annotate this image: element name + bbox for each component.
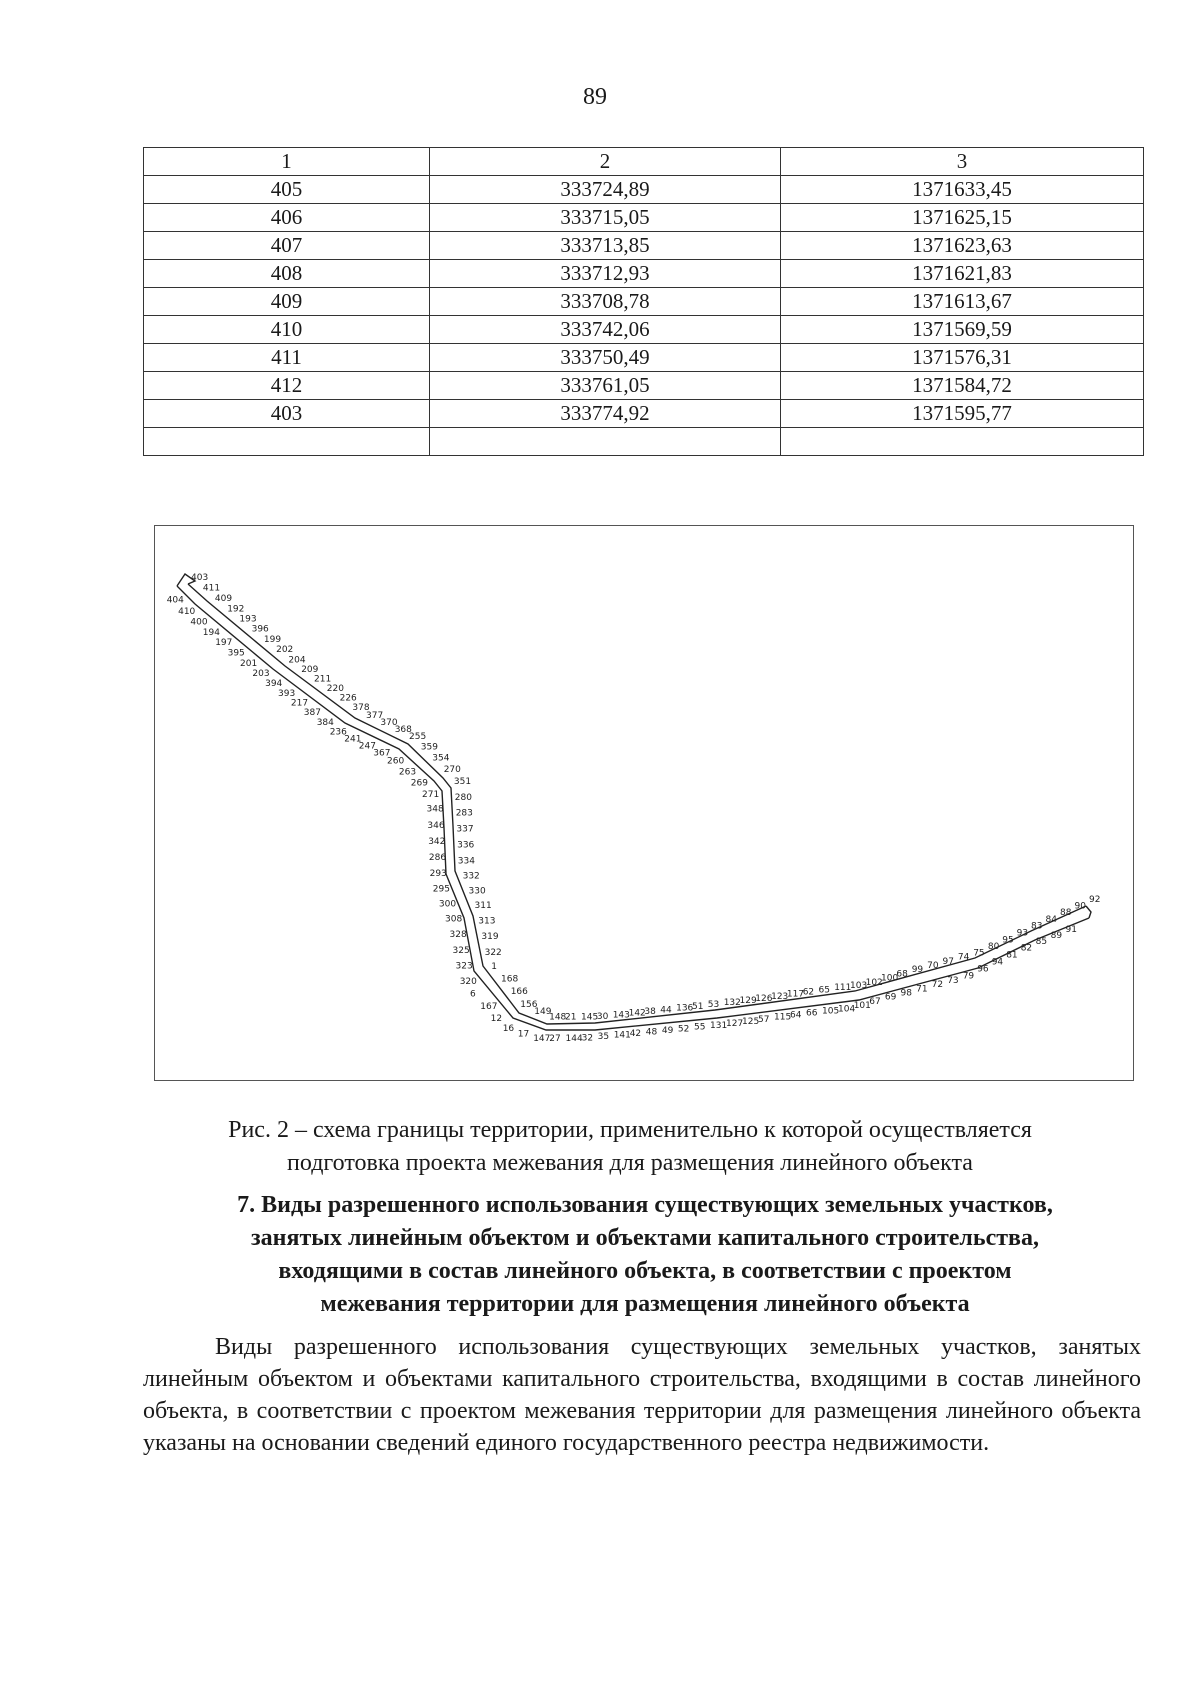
point-label: 236 — [329, 727, 347, 738]
caption-line-1: Рис. 2 – схема границы территории, применительно к которой осуществляется — [228, 1117, 1032, 1143]
table-row — [144, 344, 1144, 372]
point-label: 370 — [380, 718, 398, 728]
point-label: 193 — [239, 614, 257, 625]
table-cell: 3 — [781, 148, 1144, 176]
point-label: 62 — [802, 987, 815, 998]
point-label: 202 — [276, 645, 294, 656]
table-cell: 333761,05 — [430, 372, 781, 400]
point-label: 394 — [265, 679, 283, 690]
table-cell: 405 — [144, 176, 430, 204]
point-label: 117 — [786, 989, 805, 1000]
point-label: 325 — [452, 945, 470, 956]
point-label: 66 — [806, 1008, 818, 1019]
point-label: 75 — [973, 948, 985, 959]
point-label: 410 — [178, 607, 196, 618]
point-label: 51 — [692, 1001, 704, 1012]
point-label: 194 — [202, 627, 220, 638]
point-label: 103 — [850, 981, 868, 992]
point-label: 220 — [326, 683, 344, 694]
table-cell: 411 — [144, 344, 430, 372]
point-label: 17 — [517, 1029, 530, 1040]
table-cell: 333724,89 — [430, 176, 781, 204]
table-cell: 1371584,72 — [781, 372, 1144, 400]
point-label: 83 — [1031, 921, 1043, 932]
caption-line-2: подготовка проекта межевания для размещения линейного объекта — [287, 1150, 973, 1176]
point-label: 98 — [900, 988, 912, 999]
point-label: 201 — [240, 658, 258, 669]
point-label: 166 — [510, 987, 528, 998]
point-label: 64 — [790, 1010, 802, 1021]
table-cell: 403 — [144, 400, 430, 428]
point-label: 308 — [445, 914, 463, 925]
heading-line-2: занятых линейным объектом и объектами капитального строительства, — [251, 1225, 1039, 1251]
point-label: 105 — [822, 1006, 840, 1017]
point-label: 393 — [278, 688, 296, 699]
table-cell: 1371633,45 — [781, 176, 1144, 204]
point-label: 404 — [166, 595, 184, 606]
point-label: 396 — [251, 624, 269, 635]
point-label: 271 — [422, 790, 440, 800]
point-label: 96 — [977, 964, 989, 975]
table-row — [144, 428, 1144, 456]
point-label: 48 — [645, 1027, 658, 1038]
point-label: 21 — [565, 1012, 577, 1023]
point-label: 127 — [726, 1018, 744, 1029]
table-cell: 1371621,83 — [781, 260, 1144, 288]
point-label: 67 — [869, 996, 881, 1007]
point-label: 38 — [644, 1007, 656, 1017]
point-label: 293 — [429, 869, 447, 880]
table-header-row — [144, 148, 1144, 176]
table-cell: 333715,05 — [430, 204, 781, 232]
table-cell: 333774,92 — [430, 400, 781, 428]
point-label: 348 — [426, 804, 444, 815]
point-label: 332 — [462, 871, 480, 882]
point-label: 217 — [290, 698, 309, 709]
point-label: 280 — [454, 792, 472, 803]
point-label: 44 — [660, 1005, 672, 1016]
point-label: 368 — [394, 725, 412, 735]
point-label: 156 — [520, 999, 538, 1010]
point-label: 359 — [420, 742, 438, 753]
table-row — [144, 316, 1144, 344]
point-label: 395 — [227, 648, 245, 659]
point-label: 65 — [818, 985, 830, 996]
table-row — [144, 204, 1144, 232]
point-label: 84 — [1045, 914, 1057, 925]
page-number: 89 — [583, 84, 607, 110]
point-label: 311 — [474, 901, 492, 912]
point-label: 30 — [596, 1012, 609, 1022]
point-label: 88 — [1060, 908, 1072, 919]
point-label: 79 — [962, 971, 975, 982]
point-label: 74 — [957, 952, 970, 963]
point-label: 90 — [1074, 901, 1086, 912]
point-label: 330 — [468, 886, 486, 897]
point-label: 411 — [202, 583, 221, 594]
table-cell: 412 — [144, 372, 430, 400]
point-label: 409 — [214, 594, 233, 605]
table-cell: 333708,78 — [430, 288, 781, 316]
point-label: 300 — [438, 899, 457, 910]
point-label: 384 — [316, 717, 334, 728]
point-label: 102 — [865, 977, 883, 988]
point-label: 12 — [490, 1014, 503, 1025]
point-label: 72 — [931, 980, 944, 991]
boundary-scheme-figure — [154, 525, 1134, 1081]
point-label: 144 — [565, 1034, 583, 1044]
point-label: 42 — [629, 1029, 642, 1039]
point-label: 378 — [352, 702, 370, 713]
table-cell: 407 — [144, 232, 430, 260]
point-label: 283 — [455, 808, 473, 819]
heading-line-3: входящими в состав линейного объекта, в соответствии с проектом — [278, 1258, 1012, 1284]
point-label: 367 — [373, 748, 391, 759]
point-label: 126 — [755, 993, 773, 1004]
point-label: 92 — [1089, 895, 1101, 905]
table-cell: 333750,49 — [430, 344, 781, 372]
point-label: 168 — [501, 974, 519, 985]
point-label: 334 — [457, 856, 475, 867]
point-label: 322 — [484, 947, 502, 958]
point-label: 97 — [942, 956, 954, 967]
table-cell: 333713,85 — [430, 232, 781, 260]
table-cell: 1371613,67 — [781, 288, 1144, 316]
point-label: 73 — [947, 976, 959, 986]
point-label: 71 — [916, 984, 928, 995]
table-cell: 2 — [430, 148, 781, 176]
point-label: 192 — [227, 604, 245, 615]
point-label: 91 — [1065, 925, 1077, 935]
point-label: 387 — [303, 708, 321, 719]
point-label: 27 — [549, 1034, 561, 1044]
table-cell: 408 — [144, 260, 430, 288]
point-label: 269 — [410, 778, 428, 789]
point-label: 111 — [834, 983, 852, 994]
point-label: 319 — [481, 932, 499, 943]
point-label: 95 — [1002, 935, 1014, 946]
point-label: 53 — [707, 1000, 720, 1011]
table-cell: 1 — [144, 148, 430, 176]
section-heading — [140, 1189, 1150, 1321]
point-label: 82 — [1020, 943, 1033, 954]
point-label: 94 — [991, 957, 1004, 968]
table-row — [144, 288, 1144, 316]
point-label: 6 — [470, 989, 476, 1000]
table-row — [144, 372, 1144, 400]
table-row — [144, 400, 1144, 428]
point-label: 131 — [710, 1020, 728, 1031]
point-label: 377 — [366, 710, 384, 721]
section-paragraph: Виды разрешенного использования существующих земельных участков, занятых линейным объектом и объектами капитального строительства, входящими в состав линейного объекта, в соответствии с проектом межевания территории для размещения линейного объекта указаны на основании сведений единого государственного реестра недвижимости. — [143, 1334, 1141, 1456]
point-label: 104 — [838, 1004, 856, 1015]
point-label: 101 — [853, 1001, 871, 1012]
point-label: 270 — [443, 764, 461, 775]
table-cell: 1371569,59 — [781, 316, 1144, 344]
boundary-cap-end — [1086, 906, 1091, 918]
boundary-scheme-svg — [155, 526, 1133, 1080]
point-label: 241 — [344, 734, 362, 745]
point-label: 52 — [677, 1024, 690, 1035]
table-cell: 1371576,31 — [781, 344, 1144, 372]
point-label: 295 — [432, 884, 450, 895]
point-label: 69 — [884, 992, 897, 1003]
point-label: 35 — [597, 1032, 610, 1043]
point-label: 81 — [1006, 950, 1018, 961]
table-row — [144, 260, 1144, 288]
point-label: 149 — [534, 1006, 552, 1017]
point-label: 123 — [771, 991, 789, 1002]
point-label: 263 — [398, 767, 417, 778]
point-label: 328 — [449, 930, 467, 940]
point-label: 354 — [432, 753, 450, 764]
point-label: 313 — [478, 916, 496, 927]
point-label: 55 — [694, 1022, 706, 1033]
point-label: 209 — [301, 664, 319, 675]
table-cell: 406 — [144, 204, 430, 232]
point-label: 197 — [215, 638, 233, 649]
table-cell: 410 — [144, 316, 430, 344]
point-label: 286 — [428, 853, 447, 863]
point-label: 260 — [387, 756, 405, 767]
point-label: 49 — [661, 1025, 674, 1036]
point-label: 89 — [1050, 931, 1063, 942]
point-label: 80 — [987, 942, 1000, 953]
coordinates-table — [143, 147, 1144, 456]
point-label: 320 — [459, 977, 477, 987]
point-label: 226 — [339, 693, 357, 704]
point-label: 145 — [581, 1012, 599, 1023]
heading-line-4: межевания территории для размещения линейного объекта — [320, 1291, 970, 1317]
point-label: 203 — [252, 669, 270, 680]
point-label: 70 — [927, 961, 939, 971]
point-label: 199 — [263, 634, 282, 645]
table-cell — [144, 428, 430, 456]
point-label: 143 — [612, 1010, 630, 1021]
heading-line-1: 7. Виды разрешенного использования существующих земельных участков, — [237, 1192, 1053, 1218]
table-cell: 1371623,63 — [781, 232, 1144, 260]
point-label: 323 — [455, 961, 473, 972]
point-label: 125 — [742, 1016, 760, 1027]
point-label: 400 — [190, 617, 208, 628]
point-label: 351 — [453, 776, 472, 787]
point-label: 100 — [881, 973, 899, 984]
table-cell — [430, 428, 781, 456]
point-label: 147 — [533, 1034, 551, 1044]
table-row — [144, 176, 1144, 204]
table-cell — [781, 428, 1144, 456]
point-label: 93 — [1016, 928, 1029, 939]
point-label: 57 — [758, 1014, 770, 1025]
point-label: 68 — [896, 969, 908, 980]
point-label: 148 — [549, 1012, 567, 1023]
figure-caption — [130, 1114, 1130, 1180]
point-label: 99 — [911, 965, 924, 976]
point-label: 85 — [1035, 937, 1048, 948]
table-cell: 1371595,77 — [781, 400, 1144, 428]
point-label: 211 — [314, 674, 332, 685]
point-label: 247 — [358, 741, 376, 752]
point-label: 136 — [676, 1003, 694, 1014]
point-label: 337 — [456, 824, 474, 835]
point-label: 403 — [191, 573, 209, 583]
point-label: 16 — [502, 1024, 515, 1035]
point-label: 32 — [581, 1033, 594, 1044]
point-label: 115 — [774, 1012, 792, 1023]
point-label: 342 — [428, 836, 446, 847]
point-label: 132 — [723, 998, 741, 1009]
point-label: 142 — [628, 1008, 646, 1019]
point-label: 346 — [427, 820, 445, 831]
point-label: 204 — [288, 655, 306, 666]
table-cell: 333742,06 — [430, 316, 781, 344]
table-cell: 1371625,15 — [781, 204, 1144, 232]
table-cell: 409 — [144, 288, 430, 316]
point-label: 167 — [480, 1001, 498, 1012]
point-label: 336 — [457, 840, 475, 851]
table-row — [144, 232, 1144, 260]
point-label: 141 — [613, 1030, 631, 1041]
point-label: 255 — [409, 732, 427, 742]
point-label: 1 — [491, 961, 498, 972]
table-cell: 333712,93 — [430, 260, 781, 288]
point-label: 129 — [739, 996, 757, 1007]
